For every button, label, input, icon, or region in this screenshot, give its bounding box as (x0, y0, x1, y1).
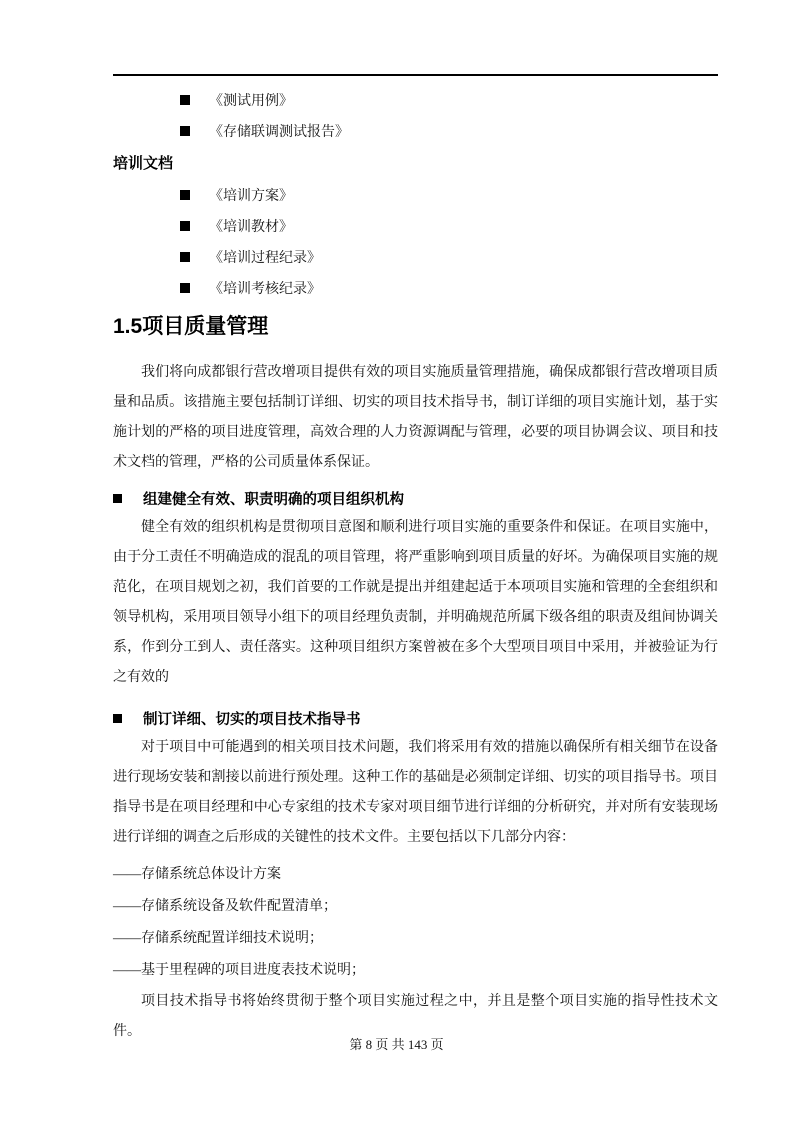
dash-list (113, 859, 718, 987)
section-title: 项目质量管理 (142, 315, 269, 338)
list-item (113, 210, 718, 241)
list-item (113, 115, 718, 146)
list-item-label: 《培训考核纪录》 (209, 281, 321, 297)
list-item (113, 241, 718, 272)
dash-list-item: ——存储系统设备及软件配置清单； (113, 899, 337, 914)
header-rule (113, 74, 718, 76)
square-bullet-icon (180, 252, 190, 262)
list-item-label: 《培训教材》 (209, 219, 293, 235)
page-number-footer: 第 8 页 共 143 页 (349, 1037, 444, 1052)
subsection-org-paragraph: 健全有效的组织机构是贯彻项目意图和顺利进行项目实施的重要条件和保证。在项目实施中，由于分工责任不明确造成的混乱的项目管理，将严重影响到项目质量的好坏。为确保项目实施的规范化，在项目规划之初，我们首要的工作就是提出并组建起适于本项项目实施和管理的全套组织和领导机构，采用项目领导小组下的项目经理负责制，并明确规范所属下级各组的职责及组间协调关系，作到分工到人、责任落实。这种项目组织方案曾被在多个大型项目项目中采用，并被验证为行之有效的 (113, 520, 718, 685)
subsection-heading-label: 制订详细、切实的项目技术指导书 (143, 711, 361, 728)
subsection-guide-paragraph: 对于项目中可能遇到的相关项目技术问题，我们将采用有效的措施以确保所有相关细节在设备进行现场安装和割接以前进行预处理。这种工作的基础是必须制定详细、切实的项目指导书。项目指导书是在项目经理和中心专家组的技术专家对项目细节进行详细的分析研究，并对所有安装现场进行详细的调查之后形成的关键性的技术文件。主要包括以下几部分内容： (113, 740, 718, 845)
page-content (113, 84, 718, 1047)
dash-list-item: ——存储系统总体设计方案 (113, 867, 281, 882)
section-number: 1.5 (113, 315, 143, 338)
dash-list-item: ——存储系统配置详细技术说明； (113, 931, 323, 946)
list-item-label: 《培训过程纪录》 (209, 250, 321, 266)
square-bullet-icon (180, 95, 190, 105)
intro-paragraph: 我们将向成都银行营改增项目提供有效的项目实施质量管理措施，确保成都银行营改增项目质量和品质。该措施主要包括制订详细、切实的项目技术指导书，制订详细的项目实施计划，基于实施计划的严格的项目进度管理，高效合理的人力资源调配与管理，必要的项目协调会议、项目和技术文档的管理，严格的公司质量体系保证。 (113, 365, 718, 470)
list-item-label: 《培训方案》 (209, 188, 293, 204)
training-docs-heading: 培训文档 (113, 155, 174, 172)
section-heading (113, 313, 718, 341)
closing-paragraph: 项目技术指导书将始终贯彻于整个项目实施过程之中，并且是整个项目实施的指导性技术文件。 (113, 994, 718, 1039)
list-item (113, 272, 718, 303)
list-item-label: 《测试用例》 (209, 93, 293, 109)
list-item-label: 《存储联调测试报告》 (209, 124, 349, 140)
square-bullet-icon (180, 221, 190, 231)
list-item (113, 179, 718, 210)
subsection-heading-guide (113, 703, 718, 733)
square-bullet-icon (113, 714, 122, 723)
square-bullet-icon (180, 283, 190, 293)
square-bullet-icon (113, 494, 122, 503)
subsection-heading-label: 组建健全有效、职责明确的项目组织机构 (143, 491, 404, 508)
subsection-heading-org (113, 483, 718, 513)
dash-list-item: ——基于里程碑的项目进度表技术说明； (113, 963, 365, 978)
square-bullet-icon (180, 190, 190, 200)
square-bullet-icon (180, 126, 190, 136)
list-item (113, 84, 718, 115)
